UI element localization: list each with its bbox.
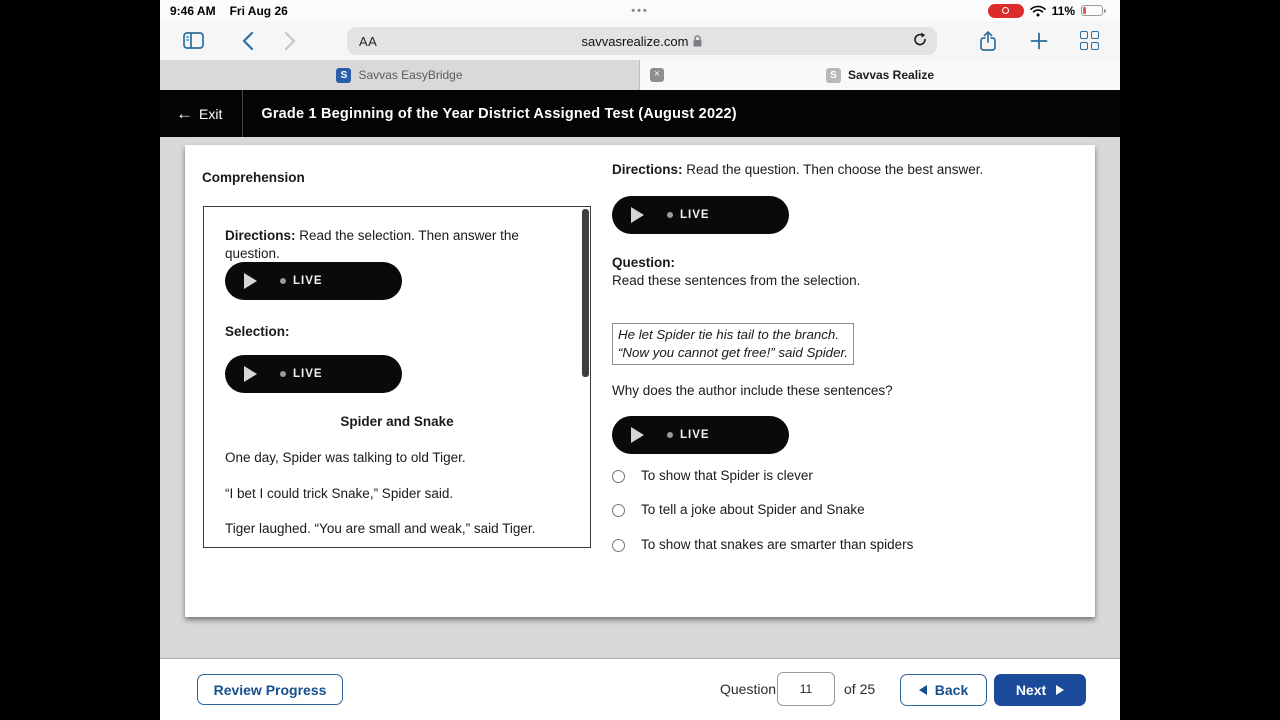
radio-button[interactable]: [612, 539, 625, 552]
tab-label: Savvas EasyBridge: [358, 68, 463, 82]
close-tab-icon[interactable]: ×: [650, 68, 664, 82]
url-text: savvasrealize.com: [581, 33, 689, 49]
story-title: Spider and Snake: [340, 414, 454, 429]
live-label: LIVE: [293, 275, 323, 287]
tab-bar: [160, 60, 1120, 90]
chevron-left-icon: [242, 31, 254, 51]
exit-arrow-icon: ←: [176, 103, 193, 123]
realize-favicon: S: [826, 68, 841, 83]
exit-label: Exit: [199, 105, 223, 122]
section-title: Comprehension: [202, 170, 305, 185]
back-arrow-icon: [919, 685, 927, 695]
test-title: Grade 1 Beginning of the Year District Assigned Test (August 2022): [261, 105, 737, 122]
live-label: LIVE: [680, 209, 710, 221]
question-intro: Read these sentences from the selection.: [612, 273, 861, 288]
radio-button[interactable]: [612, 504, 625, 517]
tab-savvas-realize[interactable]: [640, 60, 1120, 90]
back-nav-button[interactable]: [236, 21, 260, 60]
quote-line: “Now you cannot get free!” said Spider.: [618, 345, 849, 360]
next-arrow-icon: [1056, 685, 1064, 695]
option-label: To tell a joke about Spider and Snake: [641, 502, 865, 517]
share-icon: [979, 30, 997, 52]
review-progress-button[interactable]: Review Progress: [197, 674, 343, 705]
scrollbar-thumb[interactable]: [582, 209, 589, 377]
test-header: [160, 90, 1120, 137]
option-label: To show that snakes are smarter than spiders: [641, 537, 914, 552]
answer-option-2[interactable]: [612, 501, 865, 519]
header-divider: [242, 90, 243, 137]
answer-option-1[interactable]: [612, 467, 813, 485]
live-dot-icon: [667, 212, 673, 218]
next-button[interactable]: Next: [994, 674, 1086, 706]
question-counter-label: Question: [720, 681, 777, 697]
status-bar: [160, 0, 1120, 21]
live-dot-icon: [667, 432, 673, 438]
play-icon: [244, 273, 257, 289]
new-tab-button[interactable]: [1026, 21, 1052, 60]
tab-savvas-easybridge[interactable]: [160, 60, 640, 90]
play-icon: [244, 366, 257, 382]
right-directions: Directions: Read the question. Then choose the best answer.: [612, 162, 984, 177]
play-icon: [631, 427, 644, 443]
tab-label: Savvas Realize: [847, 68, 935, 82]
exit-button[interactable]: [160, 90, 242, 137]
url-text-wrap: [347, 34, 937, 49]
live-dot-icon: [280, 371, 286, 377]
browser-viewport: [160, 0, 1120, 720]
quote-line: He let Spider tie his tail to the branch.: [618, 327, 839, 342]
question-audio-player[interactable]: [612, 416, 789, 454]
battery-percent: 11%: [1051, 3, 1075, 18]
story-paragraph: “I bet I could trick Snake,” Spider said.: [225, 486, 454, 501]
reload-button[interactable]: [913, 32, 937, 50]
sidebar-icon: [183, 32, 204, 49]
status-date: Fri Aug 26: [229, 3, 288, 18]
option-label: To show that Spider is clever: [641, 468, 813, 483]
status-ellipsis: •••: [631, 4, 649, 17]
address-bar[interactable]: [347, 27, 937, 55]
story-paragraph: One day, Spider was talking to old Tiger.: [225, 450, 466, 465]
chevron-right-icon: [284, 31, 296, 51]
safari-toolbar: [160, 21, 1120, 60]
question-number-input[interactable]: 11: [777, 672, 835, 706]
lock-icon: [693, 35, 702, 47]
question-label: Question:: [612, 255, 675, 270]
reload-icon: [913, 32, 927, 47]
live-label: LIVE: [293, 368, 323, 380]
selection-audio-player[interactable]: [225, 355, 402, 393]
selection-scroll-box: [203, 206, 591, 548]
status-time: 9:46 AM: [170, 3, 216, 18]
radio-button[interactable]: [612, 470, 625, 483]
plus-icon: [1030, 32, 1048, 50]
easybridge-favicon: S: [336, 68, 351, 83]
share-button[interactable]: [975, 21, 1001, 60]
question-directions-audio-player[interactable]: [612, 196, 789, 234]
footer-bar: [160, 658, 1120, 720]
sidebar-toggle-button[interactable]: [180, 21, 206, 60]
live-label: LIVE: [680, 429, 710, 441]
play-icon: [631, 207, 644, 223]
tabs-grid-icon: [1080, 31, 1099, 50]
question-card: [185, 145, 1095, 617]
selection-label: Selection:: [225, 324, 290, 339]
quote-box: [612, 323, 854, 365]
live-dot-icon: [280, 278, 286, 284]
question-text: Why does the author include these sentences?: [612, 383, 893, 398]
question-total-label: of 25: [844, 681, 876, 697]
tab-overview-button[interactable]: [1076, 21, 1102, 60]
answer-option-3[interactable]: [612, 536, 913, 554]
reader-options-button[interactable]: AA: [359, 33, 378, 49]
back-button[interactable]: Back: [900, 674, 987, 706]
forward-nav-button[interactable]: [278, 21, 302, 60]
left-directions: Directions: Read the selection. Then answer the question.: [225, 228, 519, 261]
directions-audio-player[interactable]: [225, 262, 402, 300]
content-area: [160, 137, 1120, 658]
story-paragraph: Tiger laughed. “You are small and weak,” said Tiger.: [225, 521, 536, 536]
